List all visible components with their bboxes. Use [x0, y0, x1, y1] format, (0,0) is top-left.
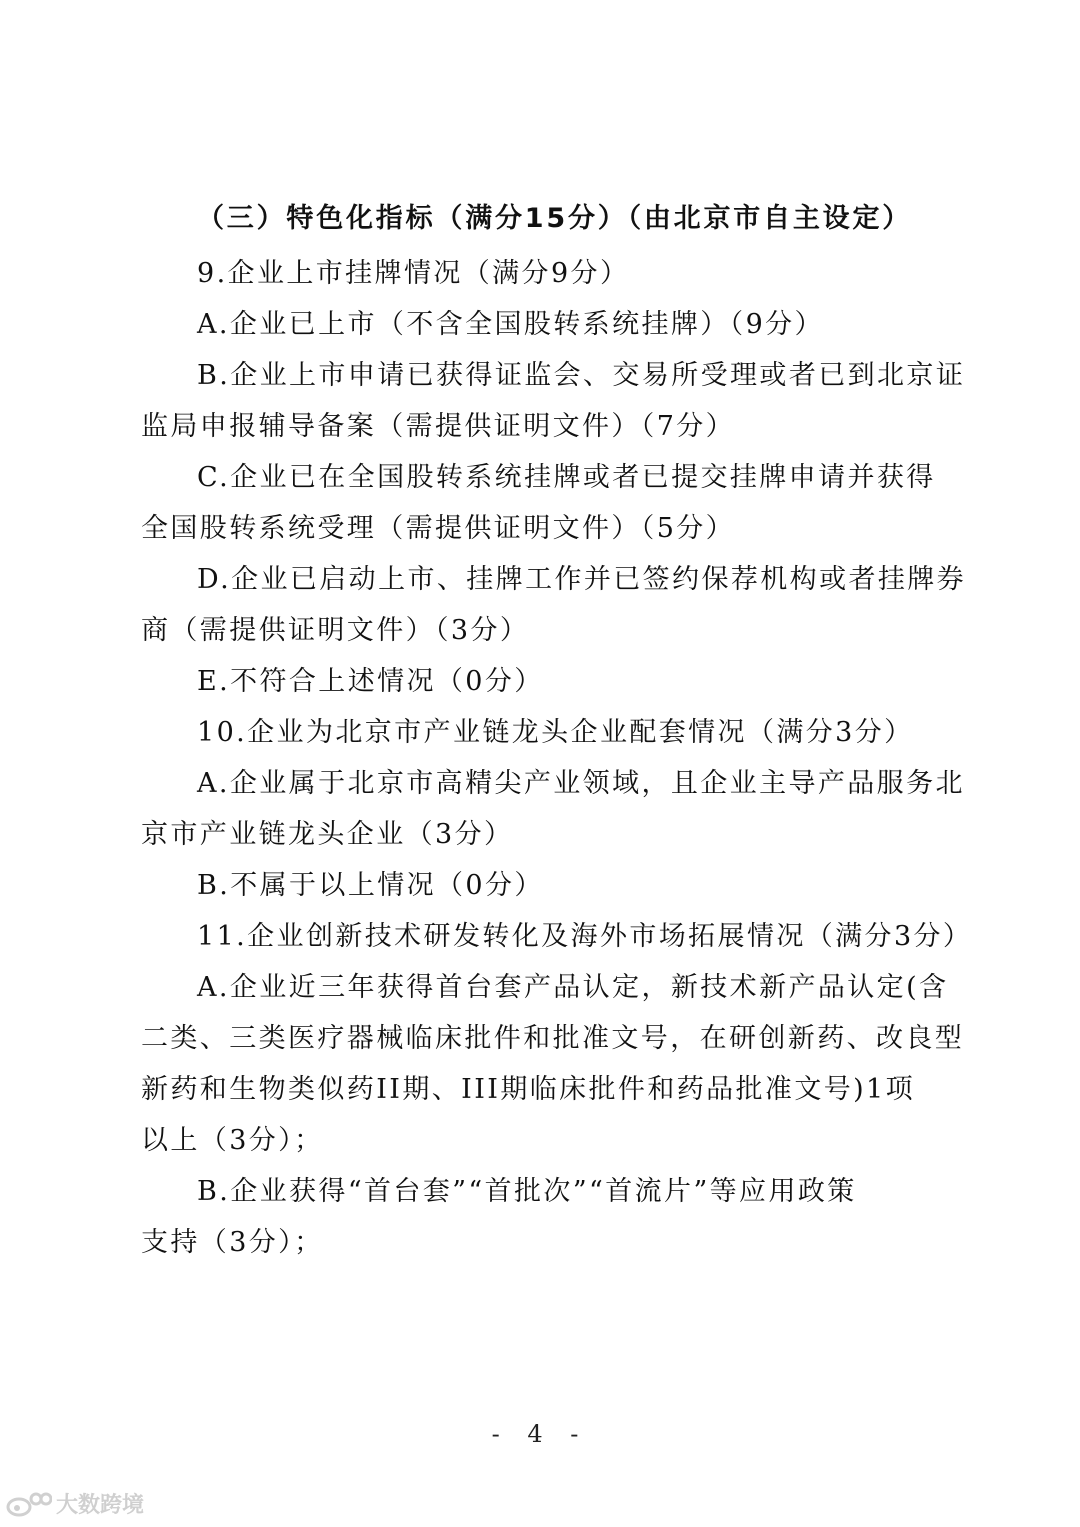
text-line: 11.企业创新技术研发转化及海外市场拓展情况（满分3分）: [197, 921, 973, 952]
text-line: E.不符合上述情况（0分）: [197, 666, 544, 697]
paragraph-lines: [141, 248, 973, 1268]
text-line: 9.企业上市挂牌情况（满分9分）: [197, 258, 630, 289]
watermark-text: 大数跨境: [56, 1493, 145, 1518]
text-line: 新药和生物类似药II期、III期临床批件和药品批准文号)1项: [141, 1074, 916, 1105]
page-number: - 4 -: [491, 1420, 589, 1448]
section-heading: （三）特色化指标（满分15分）（由北京市自主设定）: [197, 203, 913, 234]
text-line: A.企业近三年获得首台套产品认定，新技术新产品认定(含: [197, 972, 949, 1003]
text-line: B.企业获得“首台套”“首批次”“首流片”等应用政策: [197, 1176, 857, 1207]
text-line: C.企业已在全国股转系统挂牌或者已提交挂牌申请并获得: [197, 462, 936, 493]
text-line: 全国股转系统受理（需提供证明文件）（5分）: [141, 513, 736, 544]
text-line: 京市产业链龙头企业（3分）: [141, 819, 514, 850]
text-line: 支持（3分）；: [141, 1227, 324, 1258]
text-line: D.企业已启动上市、挂牌工作并已签约保荐机构或者挂牌券: [197, 564, 967, 595]
text-line: A.企业属于北京市高精尖产业领域，且企业主导产品服务北: [197, 768, 965, 799]
text-line: B.不属于以上情况（0分）: [197, 870, 544, 901]
text-line: 监局申报辅导备案（需提供证明文件）（7分）: [141, 411, 736, 442]
text-line: A.企业已上市（不含全国股转系统挂牌）（9分）: [197, 309, 824, 340]
text-line: 10.企业为北京市产业链龙头企业配套情况（满分3分）: [197, 717, 914, 748]
document-body: [141, 190, 973, 1268]
watermark: [6, 1488, 144, 1519]
text-line: 商（需提供证明文件）（3分）: [141, 615, 530, 646]
text-line: B.企业上市申请已获得证监会、交易所受理或者已到北京证: [197, 360, 966, 391]
weibo-logo-icon: [6, 1489, 52, 1519]
text-line: 以上（3分）；: [141, 1125, 324, 1156]
text-line: 二类、三类医疗器械临床批件和批准文号，在研创新药、改良型: [141, 1023, 965, 1054]
